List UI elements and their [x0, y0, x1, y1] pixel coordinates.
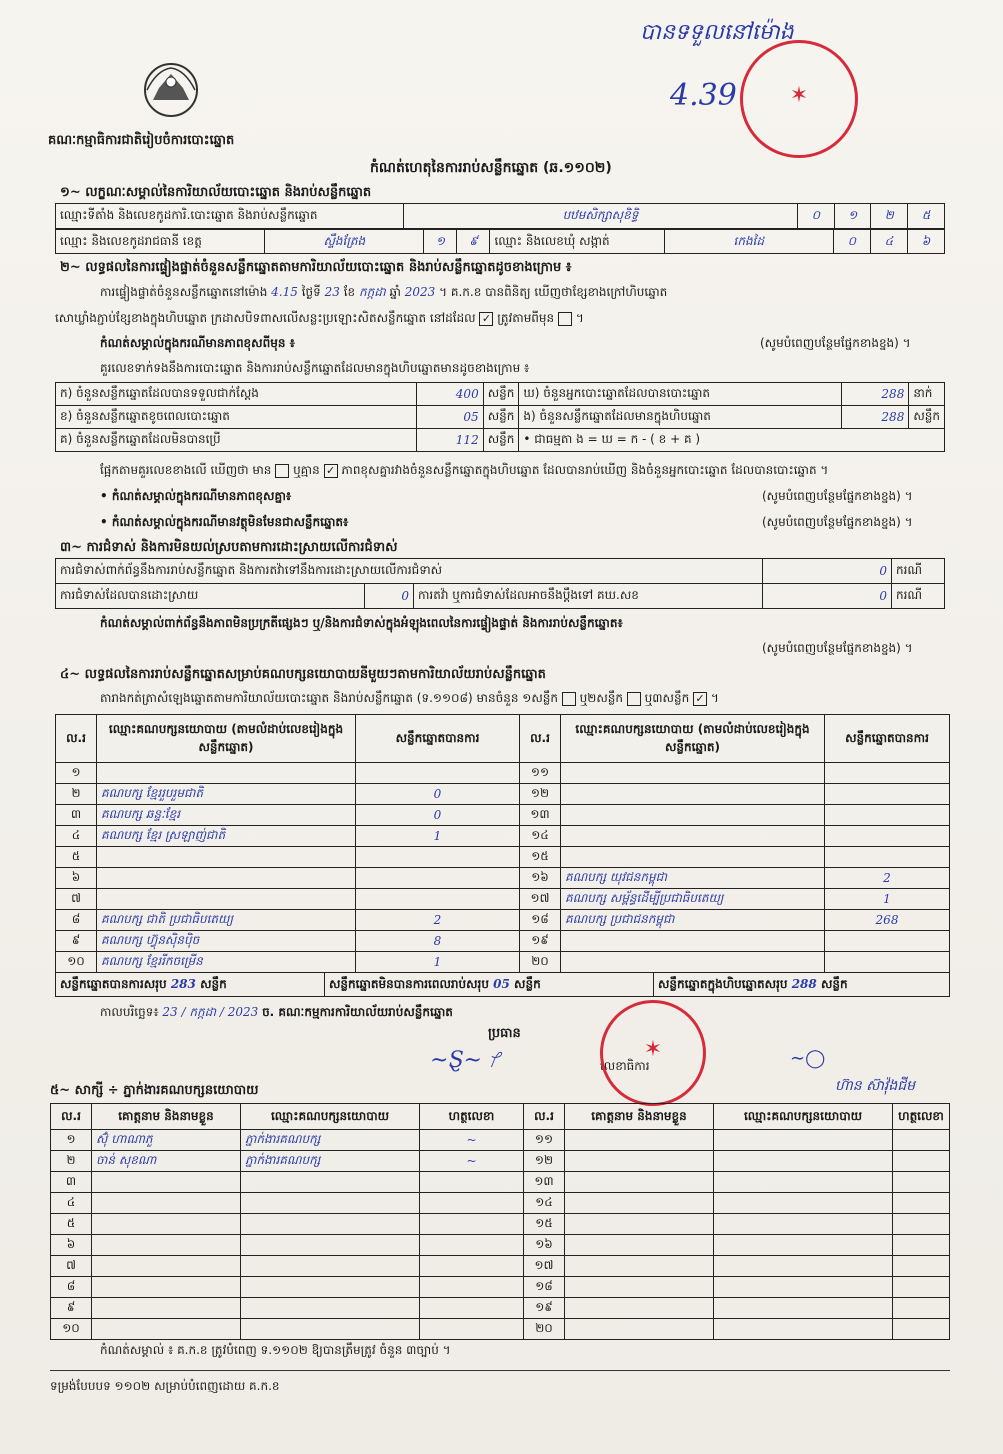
section-1-table: ឈ្មោះទីតាំង និងលេខកូដការិ.បោះឆ្នោត និងរាប់សន្លឹកឆ្នោត បឋមសិក្សាសុខិទ្ធិ ០ ១ ២ ៥: [55, 203, 945, 229]
table-row: ១០ គណបក្ស ខ្មែររីកចម្រើន 1 ២០: [56, 952, 950, 973]
table-row: ១ ស៊ុំ ហាណាភួ ភ្នាក់ងារគណបក្ស ~ ១១: [51, 1130, 950, 1151]
committee-name: គណៈកម្មាធិការជាតិរៀបចំការបោះឆ្នោត: [48, 133, 235, 148]
document-page: គណៈកម្មាធិការជាតិរៀបចំការបោះឆ្នោត បានទទួលនៅម៉ោង 4.39 ✶ កំណត់ហេតុនៃការរាប់សន្លឹកឆ្នោត (ឆ.១១០២) ១~ លក្ខណៈសម្គាល់នៃការិយាល័យបោះឆ្នោត និងរាប់សន្លឹកឆ្នោត ឈ្មោះទីតាំង និងលេខកូដការិ.បោះឆ្នោត និងរាប់សន្លឹកឆ្នោត បឋមសិក្សាសុខិទ្ធិ ០ ១ ២ ៥ ឈ្មោះ និងលេខកូដរាជធានី ខេត្ត ស្ទឹងត្រែង ១ ៩ ឈ្មោះ និងលេខឃុំ សង្កាត់ កេងដៃ ០ ៤ ៦ ២~ លទ្ធផលនៃការផ្ទៀងផ្ទាត់ចំនួនសន្លឹកឆ្នោតតាមការិយាល័យបោះឆ្នោត និងរាប់សន្លឹកឆ្នោតដូចខាងក្រោម ៖ ការផ្ទៀងផ្ទាត់ចំនួនសន្លឹកឆ្នោតនៅម៉ោង 4.15 ថ្ងៃទី 23 ខែ កក្កដា ឆ្នាំ 2023 ។ គ.ក.ខ បានពិនិត្យ ឃើញថាខ្សែខាងក្រៅហិបឆ្នោត សោឃ្លាំងភ្ជាប់ខ្សែខាងក្នុងហិបឆ្នោត ក្រដាសបិទពាសលើសន្លះប្រឡោះសិតសន្លឹកឆ្នោត នៅដដែល ✓ ត្រូវតាមពីមុន ។ កំណត់សម្គាល់ក្នុងករណីមានភាពខុសពីមុន ៖ (សូមបំពេញបន្ថែមផ្នែកខាងខ្នង) ។ គួរលេខទាក់ទងនឹងការបោះឆ្នោត និងការរាប់សន្លឹកឆ្នោតដែលមានក្នុងហិបឆ្នោតមានដូចខាងក្រោម ៖ ក) ចំនួនសន្លឹកឆ្នោតដែលបានទទួលជាក់ស្តែង 400 សន្លឹក ឃ) ចំនួនអ្នកបោះឆ្នោតដែលបានបោះឆ្នោត 288 នាក់ ខ) ចំនួនសន្លឹកឆ្នោតខូចពេលបោះឆ្នោត 05 សន្លឹក ង) ចំនួនសន្លឹកឆ្នោតដែលមានក្នុងហិបឆ្នោត 288 សន្លឹក គ) ចំនួនសន្លឹកឆ្នោតដែលមិនបានប្រើ 112 សន្លឹក • ជាធម្មតា ង = ឃ = ក - ( ខ + គ ) ផ្អែកតាមគួរលេខខាងលើ ឃើញថា មាន ឬគ្មាន ✓ ភាពខុសគ្នារវាងចំនួនសន្លឹកឆ្នោតក្នុងហិបឆ្នោត ដែលបានរាប់ឃើញ និងចំនួនអ្នកបោះឆ្នោត ដែលបានបោះឆ្នោត ។ • កំណត់សម្គាល់ក្នុងករណីមានភាពខុសគ្នា៖ (សូមបំពេញបន្ថែមផ្នែកខាងខ្នង) ។ • កំណត់សម្គាល់ក្នុងករណីមានវត្ថុមិនមែនជាសន្លឹកឆ្នោត៖ (សូមបំពេញបន្ថែមផ្នែកខាងខ្នង) ។ ៣~ ការជំទាស់ និងការមិនយល់ស្របតាមការដោះស្រាយលើការជំទាស់ ការជំទាស់ពាក់ព័ន្ធនឹងការរាប់សន្លឹកឆ្នោត និងការតវ៉ាទៅនឹងការដោះស្រាយលើការជំទាស់ 0 ករណី ការជំទាស់ដែលបានដោះស្រាយ 0 ការតវ៉ា ឬការជំទាស់ដែលអាចនឹងប្តឹងទៅ គឃ.សខ 0 ករណី កំណត់សម្គាល់ពាក់ព័ន្ធនឹងភាពមិនប្រក្រតីផ្សេងៗ ឬ/និងការជំទាស់ក្នុងអំឡុងពេលនៃការផ្ទៀងផ្ទាត់ និងការរាប់សន្លឹកឆ្នោត៖ (សូមបំពេញបន្ថែមផ្នែកខាងខ្នង) ។ ៤~ លទ្ធផលនៃការរាប់សន្លឹកឆ្នោតសម្រាប់គណបក្សនយោបាយនីមួយៗតាមការិយាល័យរាប់សន្លឹកឆ្នោត តារាងកត់ត្រាសំឡេងឆ្នោតតាមការិយាល័យបោះឆ្នោត និងរាប់សន្លឹកឆ្នោត (ទ.១១០៨) មានចំនួន ១សន្លឹក ឬ២សន្លឹក ឬ៣សន្លឹក ✓ ។ ល.រ ឈ្មោះគណបក្សនយោបាយ (តាមលំដាប់លេខរៀងក្នុងសន្លឹកឆ្នោត) សន្លឹកឆ្នោតបានការ ល.រ ឈ្មោះគណបក្សនយោបាយ (តាមលំដាប់លេខរៀងក្នុងសន្លឹកឆ្នោត) សន្លឹកឆ្នោតបានការ ១ ១១ ២ គណបក្ស ខ្មែររួបរួមជាតិ 0 ១២ ៣ គណបក្ស ឆន្ទៈខ្មែរ 0 ១៣ ៤ គណបក្ស ខ្មែរ ស្រឡាញ់ជាតិ 1 ១៤ ៥ ១៥ ៦ ១៦ គណបក្ស យុវជនកម្ពុជា 2 ៧ ១៧ គណបក្ស សម្ព័ន្ធដើម្បីប្រជាធិបតេយ្យ 1 ៨ គណបក្ស ជាតិ ប្រជាធិបតេយ្យ 2 ១៨ គណបក្ស ប្រជាជនកម្ពុជា 268 ៩ គណបក្ស ហ៊្វុនស៊ិនប៉ិច 8 ១៩ ១០ គណបក្ស ខ្មែររីកចម្រើន 1 ២០ សន្លឹកឆ្នោតបានការសរុប 283 សន្លឹក សន្លឹកឆ្នោតមិនបានការពេលរាប់សរុប 05 សន្លឹក សន្លឹកឆ្នោតក្នុងហិបឆ្នោតសរុប 288 សន្លឹក កាលបរិច្ឆេទ៖ 23 / កក្កដា / 2023 ច. គណៈកម្មការការិយាល័យរាប់សន្លឹកឆ្នោត ប្រធាន លេខាធិការ ~Ȿ~ ᜣ ∼◯ ហ៊ាន ស៊ាវ៉ុងជីម ✶ ៥~ សាក្សី ÷ ភ្នាក់ងារគណបក្សនយោបាយ ល.រ គោត្តនាម និងនាមខ្លួន ឈ្មោះគណបក្សនយោបាយ ហត្ថលេខា ល.រ គោត្តនាម និងនាមខ្លួន ឈ្មោះគណបក្សនយោបាយ ហត្ថលេខា ១ ស៊ុំ ហាណាភួ ភ្នាក់ងារគណបក្ស ~ ១១ ២ ចាន់ សុខណា ភ្នាក់ងារគណបក្ស ~ ១២ ៣ ១៣ ៤ ១៤ ៥ ១៥ ៦ ១៦ ៧ ១៧ ៨ ១៨ ៩ ១៩ ១០ ២០ កំណត់សម្គាល់ ៖ គ.ក.ខ ត្រូវបំពេញ ទ.១១០២ ឱ្យបានត្រឹមត្រូវ ចំនួន ៣ច្បាប់ ។ ទម្រង់បែបបទ ១១០២ សម្រាប់បំពេញដោយ គ.ក.ខ: [0, 0, 1003, 1454]
table-row: ៧ ១៧: [51, 1256, 950, 1277]
checkbox-incorrect[interactable]: [558, 312, 572, 326]
official-seal-top: ✶: [740, 40, 858, 158]
complaints-table: ការជំទាស់ពាក់ព័ន្ធនឹងការរាប់សន្លឹកឆ្នោត និងការតវ៉ាទៅនឹងការដោះស្រាយលើការជំទាស់ 0 ករណី ការជំទាស់ដែលបានដោះស្រាយ 0 ការតវ៉ា ឬការជំទាស់ដែលអាចនឹងប្តឹងទៅ គឃ.សខ 0 ករណី: [55, 558, 945, 609]
checkbox-has[interactable]: [275, 464, 289, 478]
emblem-icon: [137, 60, 205, 120]
table-row: ៨ ១៨: [51, 1277, 950, 1298]
chair-signature: ~Ȿ~ ᜣ: [430, 1048, 500, 1073]
section-2-line2: សោឃ្លាំងភ្ជាប់ខ្សែខាងក្នុងហិបឆ្នោត ក្រដាសបិទពាសលើសន្លះប្រឡោះសិតសន្លឹកឆ្នោត នៅដដែល ✓ ត្រូវតាមពីមុន ។: [55, 311, 584, 325]
table-row: ១០ ២០: [51, 1319, 950, 1340]
table-row: ២ គណបក្ស ខ្មែររួបរួមជាតិ 0 ១២: [56, 784, 950, 805]
section-2-intro: គួរលេខទាក់ទងនឹងការបោះឆ្នោត និងការរាប់សន្លឹកឆ្នោតដែលមានក្នុងហិបឆ្នោតមានដូចខាងក្រោម ៖: [100, 361, 530, 375]
checkbox-none[interactable]: ✓: [324, 464, 338, 478]
table-row: ១ ១១: [56, 763, 950, 784]
receipt-time: 4.39: [670, 78, 737, 113]
table-row: ៥ ១៥: [56, 847, 950, 868]
ballot-count-table: ក) ចំនួនសន្លឹកឆ្នោតដែលបានទទួលជាក់ស្តែង 400 សន្លឹក ឃ) ចំនួនអ្នកបោះឆ្នោតដែលបានបោះឆ្នោត 288 នាក់ ខ) ចំនួនសន្លឹកឆ្នោតខូចពេលបោះឆ្នោត 05 សន្លឹក ង) ចំនួនសន្លឹកឆ្នោតដែលមានក្នុងហិបឆ្នោត 288 សន្លឹក គ) ចំនួនសន្លឹកឆ្នោតដែលមិនបានប្រើ 112 សន្លឹក • ជាធម្មតា ង = ឃ = ក - ( ខ + គ ): [55, 382, 945, 452]
table-row: ៩ គណបក្ស ហ៊្វុនស៊ិនប៉ិច 8 ១៩: [56, 931, 950, 952]
office-value: បឋមសិក្សាសុខិទ្ធិ: [403, 204, 797, 229]
section-3-title: ៣~ ការជំទាស់ និងការមិនយល់ស្របតាមការដោះស្រាយលើការជំទាស់: [60, 540, 398, 555]
table-row: ៣ ១៣: [51, 1172, 950, 1193]
table-row: ៥ ១៥: [51, 1214, 950, 1235]
secretary-signature: ∼◯: [790, 1048, 826, 1069]
section-4-title: ៤~ លទ្ធផលនៃការរាប់សន្លឹកឆ្នោតសម្រាប់គណបក្សនយោបាយនីមួយៗតាមការិយាល័យរាប់សន្លឹកឆ្នោត: [60, 667, 546, 682]
commune-value: កេងដៃ: [664, 230, 833, 254]
section-2-line1: ការផ្ទៀងផ្ទាត់ចំនួនសន្លឹកឆ្នោតនៅម៉ោង 4.15 ថ្ងៃទី 23 ខែ កក្កដា ឆ្នាំ 2023 ។ គ.ក.ខ បានពិនិត្យ ឃើញថាខ្សែខាងក្រៅហិបឆ្នោត: [100, 285, 668, 299]
section-5-title: ៥~ សាក្សី ÷ ភ្នាក់ងារគណបក្សនយោបាយ: [50, 1083, 259, 1098]
table-row: ៨ គណបក្ស ជាតិ ប្រជាធិបតេយ្យ 2 ១៨ គណបក្ស ប្រជាជនកម្ពុជា 268: [56, 910, 950, 931]
section-2-note: កំណត់សម្គាល់ក្នុងករណីមានភាពខុសពីមុន ៖: [100, 336, 295, 350]
table-row: ៦ ១៦: [51, 1235, 950, 1256]
table-row: ២ ចាន់ សុខណា ភ្នាក់ងារគណបក្ស ~ ១២: [51, 1151, 950, 1172]
section-1-table-row2: ឈ្មោះ និងលេខកូដរាជធានី ខេត្ត ស្ទឹងត្រែង ១ ៩ ឈ្មោះ និងលេខឃុំ សង្កាត់ កេងដៃ ០ ៤ ៦: [55, 229, 945, 254]
section-2-title: ២~ លទ្ធផលនៃការផ្ទៀងផ្ទាត់ចំនួនសន្លឹកឆ្នោតតាមការិយាល័យបោះឆ្នោត និងរាប់សន្លឹកឆ្នោតដូចខាងក្រោម ៖: [60, 260, 572, 275]
receipt-note: បានទទួលនៅម៉ោង: [640, 20, 794, 45]
section-2-check: ផ្អែកតាមគួរលេខខាងលើ ឃើញថា មាន ឬគ្មាន ✓ ភាពខុសគ្នារវាងចំនួនសន្លឹកឆ្នោតក្នុងហិបឆ្នោត ដែលបានរាប់ឃើញ និងចំនួនអ្នកបោះឆ្នោត ដែលបានបោះឆ្នោត ។: [100, 463, 829, 477]
office-label: ឈ្មោះទីតាំង និងលេខកូដការិ.បោះឆ្នោត និងរាប់សន្លឹកឆ្នោត: [56, 204, 404, 229]
table-row: ៣ គណបក្ស ឆន្ទៈខ្មែរ 0 ១៣: [56, 805, 950, 826]
table-row: ៤ គណបក្ស ខ្មែរ ស្រឡាញ់ជាតិ 1 ១៤: [56, 826, 950, 847]
province-label: ឈ្មោះ និងលេខកូដរាជធានី ខេត្ត: [56, 230, 265, 254]
table-row: ៦ ១៦ គណបក្ស យុវជនកម្ពុជា 2: [56, 868, 950, 889]
province-value: ស្ទឹងត្រែង: [265, 230, 424, 254]
commune-label: ឈ្មោះ និងលេខឃុំ សង្កាត់: [490, 230, 664, 254]
section-1-title: ១~ លក្ខណៈសម្គាល់នៃការិយាល័យបោះឆ្នោត និងរាប់សន្លឹកឆ្នោត: [60, 185, 372, 200]
official-seal-bottom: ✶: [600, 1000, 706, 1106]
totals-table: សន្លឹកឆ្នោតបានការសរុប 283 សន្លឹក សន្លឹកឆ្នោតមិនបានការពេលរាប់សរុប 05 សន្លឹក សន្លឹកឆ្នោតក្នុងហិបឆ្នោតសរុប 288 សន្លឹក: [55, 972, 950, 997]
table-row: ៤ ១៤: [51, 1193, 950, 1214]
party-results-table: ល.រ ឈ្មោះគណបក្សនយោបាយ (តាមលំដាប់លេខរៀងក្នុងសន្លឹកឆ្នោត) សន្លឹកឆ្នោតបានការ ល.រ ឈ្មោះគណបក្សនយោបាយ (តាមលំដាប់លេខរៀងក្នុងសន្លឹកឆ្នោត) សន្លឹកឆ្នោតបានការ ១ ១១ ២ គណបក្ស ខ្មែររួបរួមជាតិ 0 ១២ ៣ គណបក្ស ឆន្ទៈខ្មែរ 0 ១៣ ៤ គណបក្ស ខ្មែរ ស្រឡាញ់ជាតិ 1 ១៤ ៥ ១៥ ៦ ១៦ គណបក្ស យុវជនកម្ពុជា 2 ៧ ១៧ គណបក្ស សម្ព័ន្ធដើម្បីប្រជាធិបតេយ្យ 1 ៨ គណបក្ស ជាតិ ប្រជាធិបតេយ្យ 2 ១៨ គណបក្ស ប្រជាជនកម្ពុជា 268 ៩ គណបក្ស ហ៊្វុនស៊ិនប៉ិច 8 ១៩ ១០ គណបក្ស ខ្មែររីកចម្រើន 1 ២០: [55, 714, 950, 973]
form-title: កំណត់ហេតុនៃការរាប់សន្លឹកឆ្នោត (ឆ.១១០២): [370, 160, 612, 176]
witness-table: ល.រ គោត្តនាម និងនាមខ្លួន ឈ្មោះគណបក្សនយោបាយ ហត្ថលេខា ល.រ គោត្តនាម និងនាមខ្លួន ឈ្មោះគណបក្សនយោបាយ ហត្ថលេខា ១ ស៊ុំ ហាណាភួ ភ្នាក់ងារគណបក្ស ~ ១១ ២ ចាន់ សុខណា ភ្នាក់ងារគណបក្ស ~ ១២ ៣ ១៣ ៤ ១៤ ៥ ១៥ ៦ ១៦ ៧ ១៧ ៨ ១៨ ៩ ១៩ ១០ ២០: [50, 1103, 950, 1340]
table-row: ៧ ១៧ គណបក្ស សម្ព័ន្ធដើម្បីប្រជាធិបតេយ្យ 1: [56, 889, 950, 910]
checkbox-correct[interactable]: ✓: [479, 312, 493, 326]
table-row: ៩ ១៩: [51, 1298, 950, 1319]
